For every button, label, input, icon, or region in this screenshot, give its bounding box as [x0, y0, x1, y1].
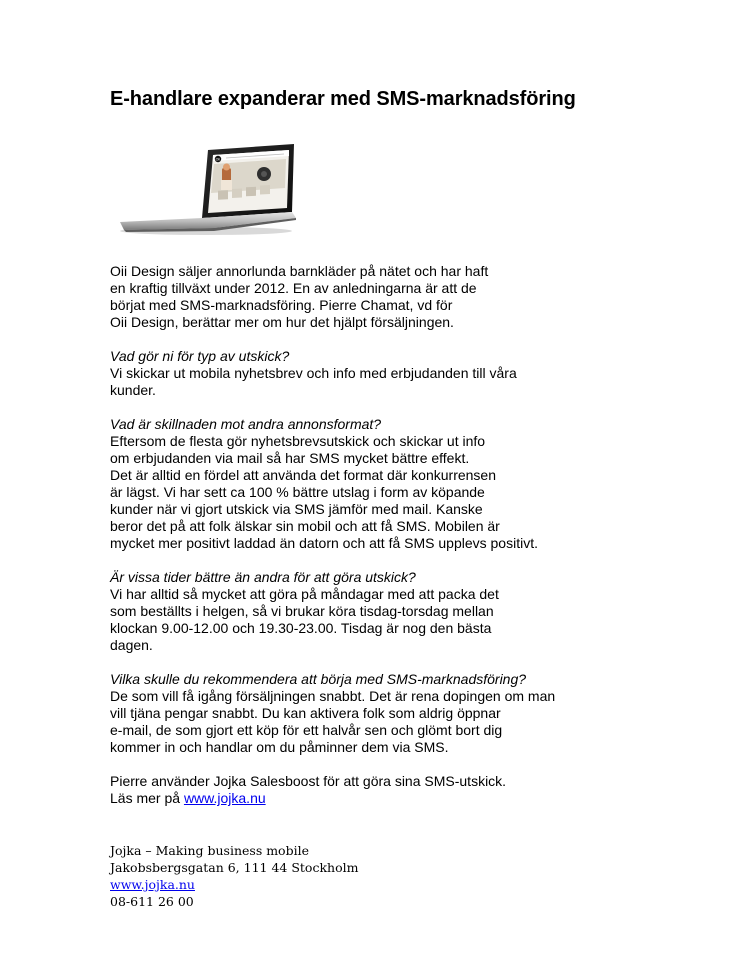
laptop-screenshot-image	[118, 138, 298, 236]
answer-line: är lägst. Vi har sett ca 100 % bättre utslag i form av köpande	[110, 484, 485, 500]
jojka-link[interactable]: www.jojka.nu	[183, 790, 266, 806]
intro-paragraph	[110, 263, 590, 331]
closing-line-2	[110, 790, 590, 807]
read-more-prefix: Läs mer på	[110, 790, 184, 806]
screen-logo-text: Oii	[215, 157, 221, 162]
qa-block-2	[110, 416, 590, 552]
answer-line: kommer in och handlar om du påminner dem via SMS.	[110, 739, 449, 755]
qa-block-1	[110, 348, 590, 399]
answer-line: som beställts i helgen, så vi brukar köra tisdag-torsdag mellan	[110, 603, 494, 619]
answer-line: klockan 9.00-12.00 och 19.30-23.00. Tisdag är nog den bästa	[110, 620, 492, 636]
footer-phone: 08-611 26 00	[110, 894, 194, 909]
qa-block-4	[110, 671, 590, 756]
answer-line: kunder när vi gjort utskick via SMS jämför med mail. Kanske	[110, 501, 483, 517]
answer-line: Vi skickar ut mobila nyhetsbrev och info med erbjudanden till våra	[110, 365, 517, 381]
closing-line: Pierre använder Jojka Salesboost för att göra sina SMS-utskick.	[110, 773, 507, 789]
footer-contact	[110, 842, 358, 910]
answer-line: dagen.	[110, 637, 153, 653]
footer-address: Jakobsbergsgatan 6, 111 44 Stockholm	[110, 860, 359, 875]
intro-line: Oii Design säljer annorlunda barnkläder på nätet och har haft	[110, 263, 489, 279]
question-2: Vad är skillnaden mot andra annonsformat?	[110, 416, 382, 432]
closing-paragraph	[110, 773, 590, 807]
footer-company: Jojka – Making business mobile	[110, 843, 309, 858]
intro-line: börjat med SMS-marknadsföring. Pierre Chamat, vd för	[110, 297, 453, 313]
qa-block-3	[110, 569, 590, 654]
answer-line: Eftersom de flesta gör nyhetsbrevsutskick och skickar ut info	[110, 433, 486, 449]
answer-line: mycket mer positivt laddad än datorn och att få SMS upplevs positivt.	[110, 535, 538, 551]
intro-line: en kraftig tillväxt under 2012. En av anledningarna är att de	[110, 280, 477, 296]
answer-line: De som vill få igång försäljningen snabbt. Det är rena dopingen om man	[110, 688, 556, 704]
question-1: Vad gör ni för typ av utskick?	[110, 348, 290, 364]
footer-website-link[interactable]: www.jojka.nu	[110, 877, 195, 892]
answer-line: Det är alltid en fördel att använda det format där konkurrensen	[110, 467, 496, 483]
answer-line: om erbjudanden via mail så har SMS mycket bättre effekt.	[110, 450, 470, 466]
article-title: E-handlare expanderar med SMS-marknadsföring	[110, 88, 576, 110]
answer-line: kunder.	[110, 382, 156, 398]
question-4: Vilka skulle du rekommendera att börja med SMS-marknadsföring?	[110, 671, 527, 687]
answer-line: beror det på att folk älskar sin mobil och att få SMS. Mobilen är	[110, 518, 500, 534]
article-body	[110, 263, 590, 824]
answer-line: Vi har alltid så mycket att göra på måndagar med att packa det	[110, 586, 499, 602]
intro-line: Oii Design, berättar mer om hur det hjälpt försäljningen.	[110, 314, 454, 330]
answer-line: e-mail, de som gjort ett köp för ett halvår sen och glömt bort dig	[110, 722, 503, 738]
answer-line: vill tjäna pengar snabbt. Du kan aktivera folk som aldrig öppnar	[110, 705, 501, 721]
question-3: Är vissa tider bättre än andra för att göra utskick?	[110, 569, 416, 585]
